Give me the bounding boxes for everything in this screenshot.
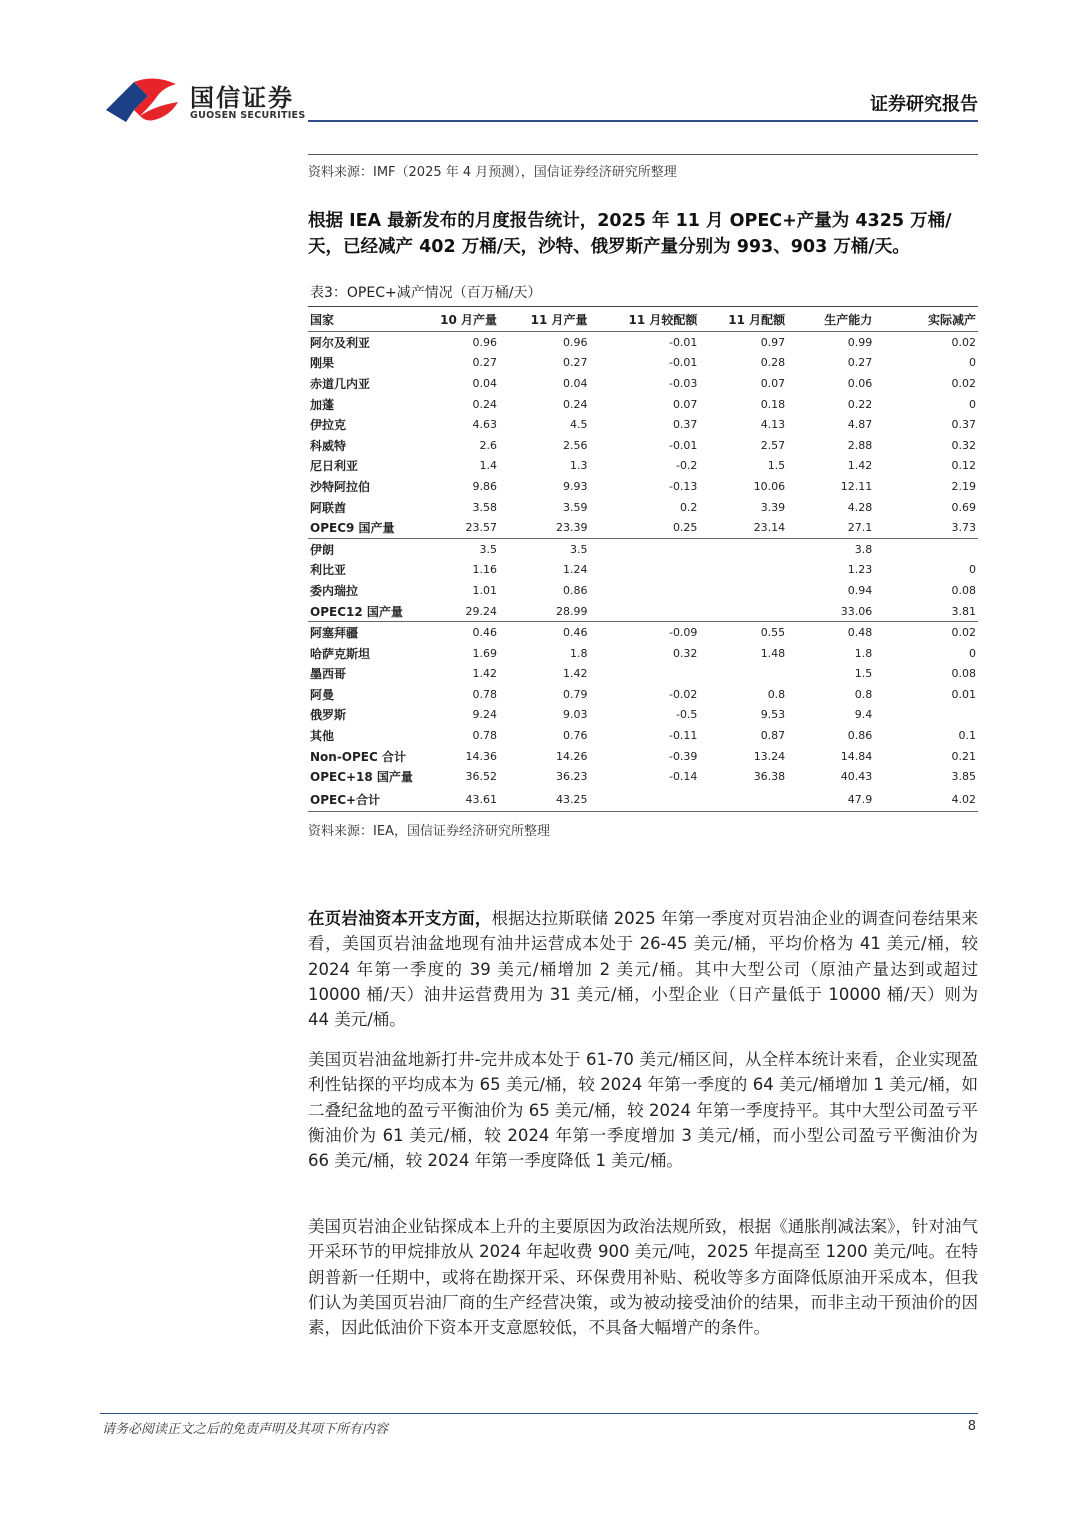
table-cell-value: 2.19	[951, 479, 976, 493]
table-cell-country: Non-OPEC 合计	[310, 749, 406, 764]
table-cell-country: 加蓬	[310, 397, 335, 412]
table-cell-value	[590, 580, 700, 601]
table-cell-country: 墨西哥	[310, 667, 347, 682]
table-cell-value: 3.58	[472, 500, 497, 514]
table-cell-value: 47.9	[787, 787, 874, 812]
table-cell-value: 0.87	[760, 729, 786, 743]
table-row	[308, 456, 978, 477]
table-header-row	[308, 307, 978, 332]
table-cell-value: 23.57	[465, 521, 497, 535]
table-row	[308, 538, 978, 559]
table-cell-country: 赤道几内亚	[310, 376, 371, 391]
table-cell-value: -0.01	[668, 335, 698, 349]
table-cell-value: 14.84	[840, 749, 873, 763]
table-cell-value	[699, 787, 787, 812]
table-cell-value	[699, 580, 787, 601]
table-cell-value	[590, 787, 700, 812]
table-row	[308, 414, 978, 435]
table-cell-value: 0.94	[847, 583, 873, 597]
table-cell-value: 0.96	[472, 335, 497, 349]
table-cell-value: 0.97	[760, 335, 786, 349]
table-cell-value	[699, 560, 787, 581]
table-cell-value: 0.27	[472, 356, 497, 370]
table-cell-value: 9.86	[472, 479, 497, 493]
table-cell-value: 23.14	[753, 521, 786, 535]
table-row	[308, 373, 978, 394]
table-cell-value: 2.57	[760, 438, 786, 452]
table-row	[308, 435, 978, 456]
table-cell-value: 10.06	[753, 479, 786, 493]
table-cell-value: 0.06	[847, 376, 873, 390]
table-cell-value: 0.46	[499, 622, 590, 643]
table-cell-value: 2.6	[479, 438, 497, 452]
table-cell-value: 28.99	[556, 604, 588, 618]
table-cell-value: 3.5	[415, 538, 499, 559]
table-cell-value: 0.22	[847, 397, 873, 411]
table-cell-value: 1.01	[472, 583, 497, 597]
table-cell-value: 4.13	[760, 418, 786, 432]
table-cell-value: 0.21	[951, 749, 976, 763]
table-cell-country: OPEC+18 国产量	[310, 770, 413, 785]
paragraph-1	[308, 906, 978, 1032]
table-cell-value: -0.39	[668, 749, 698, 763]
table-cell-country: 科威特	[310, 438, 347, 453]
table-row	[308, 560, 978, 581]
table-cell-value: 0	[969, 646, 976, 660]
table-cell-value: 33.06	[840, 604, 873, 618]
table-cell-country: OPEC12 国产量	[310, 604, 403, 619]
table-cell-value: 1.3	[570, 459, 588, 473]
table-cell-value: 1.23	[847, 563, 873, 577]
table-cell-value: 0.99	[847, 335, 873, 349]
table-cell-value: 3.39	[760, 500, 786, 514]
table-cell-country: 委内瑞拉	[310, 583, 359, 598]
table-cell-value: 1.5	[767, 459, 786, 473]
page-number: 8	[967, 1419, 976, 1434]
table-cell-value: 4.28	[847, 500, 873, 514]
table-cell-value: 1.69	[472, 646, 497, 660]
table-row	[308, 476, 978, 497]
table-cell-value: 2.56	[563, 438, 588, 452]
table-cell-country: 俄罗斯	[310, 708, 347, 723]
table-cell-country: 刚果	[310, 356, 335, 371]
table-cell-value: 0.78	[472, 729, 497, 743]
table-cell-country: 其他	[310, 729, 335, 744]
paragraph-2-text: 美国页岩油盆地新打井-完井成本处于 61-70 美元/桶区间，从全样本统计来看，企业实现盈利性钻探的平均成本为 65 美元/桶，较 2024 年第一季度的 64 美元/桶增加 1 美元/桶，如二叠纪盆地的盈亏平衡油价为 65 美元/桶，较 2024 年第一季度持平。其中大型公司盈亏平衡油价为 61 美元/桶，较 2024 年第一季度增加 3 美元/桶，而小型公司盈亏平衡油价为 66 美元/桶，较 2024 年第一季度降低 1 美元/桶。	[308, 1050, 978, 1171]
table-cell-value: 0.8	[767, 687, 786, 701]
table-cell-value: 2.88	[847, 438, 873, 452]
table-cell-value: 0.02	[874, 622, 978, 643]
table-cell-value: 0.12	[951, 459, 976, 473]
header-oct-output: 10 月产量	[415, 307, 499, 332]
header-country: 国家	[308, 307, 415, 332]
table-cell-value: 3.5	[499, 538, 590, 559]
header-rule	[308, 120, 978, 122]
table-cell-value: 1.4	[479, 459, 497, 473]
table-row	[308, 643, 978, 664]
table-cell-value: 0.02	[951, 335, 976, 349]
table-row	[308, 353, 978, 374]
table-row	[308, 766, 978, 787]
table-cell-value: 3.81	[951, 604, 976, 618]
table-cell-value: 1.24	[563, 563, 588, 577]
table-cell-value: 3.85	[951, 770, 976, 784]
table-cell-value: 0.18	[760, 397, 786, 411]
table-cell-value: -0.02	[668, 687, 698, 701]
table-cell-value: 0.86	[847, 729, 873, 743]
table-row	[308, 705, 978, 726]
paragraph-1-text: 根据达拉斯联储 2025 年第一季度对页岩油企业的调查问卷结果来看，美国页岩油盆地现有油井运营成本处于 26-45 美元/桶，平均价格为 41 美元/桶，较 2024 年第一季度的 39 美元/桶增加 2 美元/桶。其中大型公司（原油产量达到或超过 10000 桶/天）油井运营费用为 31 美元/桶，小型企业（日产量低于 10000 桶/天）则为 44 美元/桶。	[308, 909, 978, 1030]
table-cell-value: 0.07	[760, 376, 786, 390]
table-cell-value: 0.96	[563, 335, 588, 349]
table-cell-country: 阿塞拜疆	[308, 622, 415, 643]
table-cell-country: 利比亚	[310, 563, 347, 578]
table-cell-value: 0.02	[951, 376, 976, 390]
table-cell-value: 9.24	[472, 708, 497, 722]
table-row	[308, 684, 978, 705]
table-cell-country: 阿尔及利亚	[310, 335, 371, 350]
table-row	[308, 787, 978, 812]
table-cell-value: 14.26	[556, 749, 588, 763]
logo-text-en: GUOSEN SECURITIES	[190, 110, 306, 121]
table-cell-value: -0.11	[668, 729, 698, 743]
table-cell-country: OPEC+合计	[308, 787, 415, 812]
table-cell-value: 0.32	[672, 646, 698, 660]
footer-disclaimer: 请务必阅读正文之后的免责声明及其项下所有内容	[102, 1422, 389, 1437]
table-cell-value	[699, 601, 787, 622]
table-cell-value: 9.4	[854, 708, 873, 722]
table-cell-value	[699, 538, 787, 559]
paragraph-1-lead: 在页岩油资本开支方面，	[308, 909, 492, 928]
table-cell-value: -0.2	[675, 459, 698, 473]
table-cell-value: 4.63	[472, 418, 497, 432]
table-cell-value: 43.25	[499, 787, 590, 812]
table-cell-value: 0	[969, 356, 976, 370]
table-cell-value: 0.07	[672, 397, 698, 411]
table-cell-value: 0	[969, 397, 976, 411]
source-note-top: 资料来源：IMF（2025 年 4 月预测），国信证券经济研究所整理	[308, 165, 677, 180]
table-cell-value: -0.01	[668, 438, 698, 452]
table-cell-value: 9.93	[563, 479, 588, 493]
header-nov-vs-quota: 11 月较配额	[590, 307, 700, 332]
table-row	[308, 580, 978, 601]
table-cell-value: 0.27	[563, 356, 588, 370]
table-cell-value: 0.04	[472, 376, 497, 390]
guosen-logo-icon	[104, 76, 182, 126]
table-cell-value: 29.24	[465, 604, 497, 618]
table-cell-value: 0.08	[951, 583, 976, 597]
table-row	[308, 497, 978, 518]
table-cell-value: 0.78	[472, 687, 497, 701]
table-cell-value: 0.86	[563, 583, 588, 597]
table-cell-value: 0.69	[951, 500, 976, 514]
table-cell-value	[874, 538, 978, 559]
table-cell-value	[590, 601, 700, 622]
table-cell-value: -0.01	[668, 356, 698, 370]
table-cell-value: 1.8	[854, 646, 873, 660]
table-cell-value: 23.39	[556, 521, 588, 535]
paragraph-3	[308, 1214, 978, 1340]
table-cell-value: -0.13	[668, 479, 698, 493]
report-type-label: 证券研究报告	[870, 94, 978, 115]
table-cell-country: 哈萨克斯坦	[310, 646, 371, 661]
table-cell-value	[590, 560, 700, 581]
header-capacity: 生产能力	[787, 307, 874, 332]
paragraph-2	[308, 1047, 978, 1173]
table-cell-value: 1.16	[472, 563, 497, 577]
table-cell-value: 0.37	[672, 418, 698, 432]
table-cell-value: 0.46	[415, 622, 499, 643]
table-title: 表3：OPEC+减产情况（百万桶/天）	[310, 285, 542, 301]
table-row	[308, 394, 978, 415]
footer-rule	[100, 1413, 978, 1414]
table-cell-value: 0.8	[854, 687, 873, 701]
table-cell-value	[699, 664, 787, 685]
table-cell-value: -0.14	[668, 770, 698, 784]
table-cell-value: 0.76	[563, 729, 588, 743]
table-cell-value: 9.53	[760, 708, 786, 722]
table-cell-value: 0.04	[563, 376, 588, 390]
table-cell-country: OPEC9 国产量	[310, 521, 395, 536]
table-cell-value: 0.27	[847, 356, 873, 370]
table-cell-value: 1.8	[570, 646, 588, 660]
table-row	[308, 664, 978, 685]
table-cell-country: 阿曼	[310, 687, 335, 702]
table-cell-value: 27.1	[847, 521, 873, 535]
table-cell-value: 0.08	[951, 667, 976, 681]
table-cell-country: 伊拉克	[310, 418, 347, 433]
table-source-note: 资料来源：IEA，国信证券经济研究所整理	[308, 824, 550, 839]
table-cell-country: 伊朗	[308, 538, 415, 559]
table-cell-value	[874, 705, 978, 726]
table-cell-value: 4.87	[847, 418, 873, 432]
table-cell-value: 3.73	[951, 521, 976, 535]
table-row	[308, 622, 978, 643]
table-row	[308, 332, 978, 353]
header-nov-output: 11 月产量	[499, 307, 590, 332]
table-cell-value: 0.24	[563, 397, 588, 411]
table-cell-value	[590, 538, 700, 559]
table-cell-value: -0.09	[590, 622, 700, 643]
table-cell-value: 4.5	[570, 418, 588, 432]
table-cell-value: 0.28	[760, 356, 786, 370]
table-cell-value: 0.25	[672, 521, 698, 535]
header-nov-quota: 11 月配额	[699, 307, 787, 332]
table-cell-value: 0.01	[951, 687, 976, 701]
table-row	[308, 517, 978, 538]
table-cell-value: -0.5	[675, 708, 698, 722]
table-cell-value: 36.52	[465, 770, 497, 784]
table-cell-value: 0	[969, 563, 976, 577]
table-row	[308, 746, 978, 767]
table-cell-value: 0.24	[472, 397, 497, 411]
table-cell-value: 43.61	[415, 787, 499, 812]
table-cell-value: 36.38	[753, 770, 786, 784]
table-cell-value: 0.48	[787, 622, 874, 643]
table-row	[308, 725, 978, 746]
opec-cut-table	[308, 306, 978, 812]
table-cell-value: 0.37	[951, 418, 976, 432]
table-cell-value: 1.42	[472, 667, 497, 681]
table-cell-country: 沙特阿拉伯	[310, 479, 371, 494]
highlight-paragraph: 根据 IEA 最新发布的月度报告统计，2025 年 11 月 OPEC+产量为 4325 万桶/天，已经减产 402 万桶/天，沙特、俄罗斯产量分别为 993、903 万桶/天。	[308, 211, 952, 257]
table-cell-value: 40.43	[840, 770, 873, 784]
table-cell-value: 12.11	[840, 479, 873, 493]
table-cell-value: 1.5	[854, 667, 873, 681]
table-cell-value: 14.36	[465, 749, 497, 763]
table-cell-value: 0.32	[951, 438, 976, 452]
table-cell-value: 4.02	[874, 787, 978, 812]
top-rule	[308, 154, 978, 155]
table-row	[308, 601, 978, 622]
table-cell-value: 13.24	[753, 749, 786, 763]
table-cell-value: 1.42	[563, 667, 588, 681]
table-cell-country: 阿联酋	[310, 500, 347, 515]
table-cell-value: 36.23	[556, 770, 588, 784]
table-cell-value: 1.48	[760, 646, 786, 660]
table-cell-value: 3.59	[563, 500, 588, 514]
table-cell-value: 0.1	[958, 729, 976, 743]
table-cell-value	[590, 664, 700, 685]
table-cell-value: 3.8	[787, 538, 874, 559]
table-cell-value: 1.42	[847, 459, 873, 473]
logo-text-cn: 国信证券	[190, 84, 294, 112]
table-cell-value: 0.55	[699, 622, 787, 643]
table-cell-value: 0.2	[679, 500, 698, 514]
table-cell-value: 0.79	[563, 687, 588, 701]
table-cell-country: 尼日利亚	[310, 459, 359, 474]
table-cell-value: 9.03	[563, 708, 588, 722]
header-actual-cut: 实际减产	[874, 307, 978, 332]
table-cell-value: -0.03	[668, 376, 698, 390]
paragraph-3-text: 美国页岩油企业钻探成本上升的主要原因为政治法规所致，根据《通胀削减法案》，针对油气开采环节的甲烷排放从 2024 年起收费 900 美元/吨，2025 年提高至 1200 美元/吨。在特朗普新一任期中，或将在勘探开采、环保费用补贴、税收等多方面降低原油开采成本，但我们认为美国页岩油厂商的生产经营决策，或为被动接受油价的结果，而非主动干预油价的因素，因此低油价下资本开支意愿较低，不具备大幅增产的条件。	[308, 1217, 978, 1338]
